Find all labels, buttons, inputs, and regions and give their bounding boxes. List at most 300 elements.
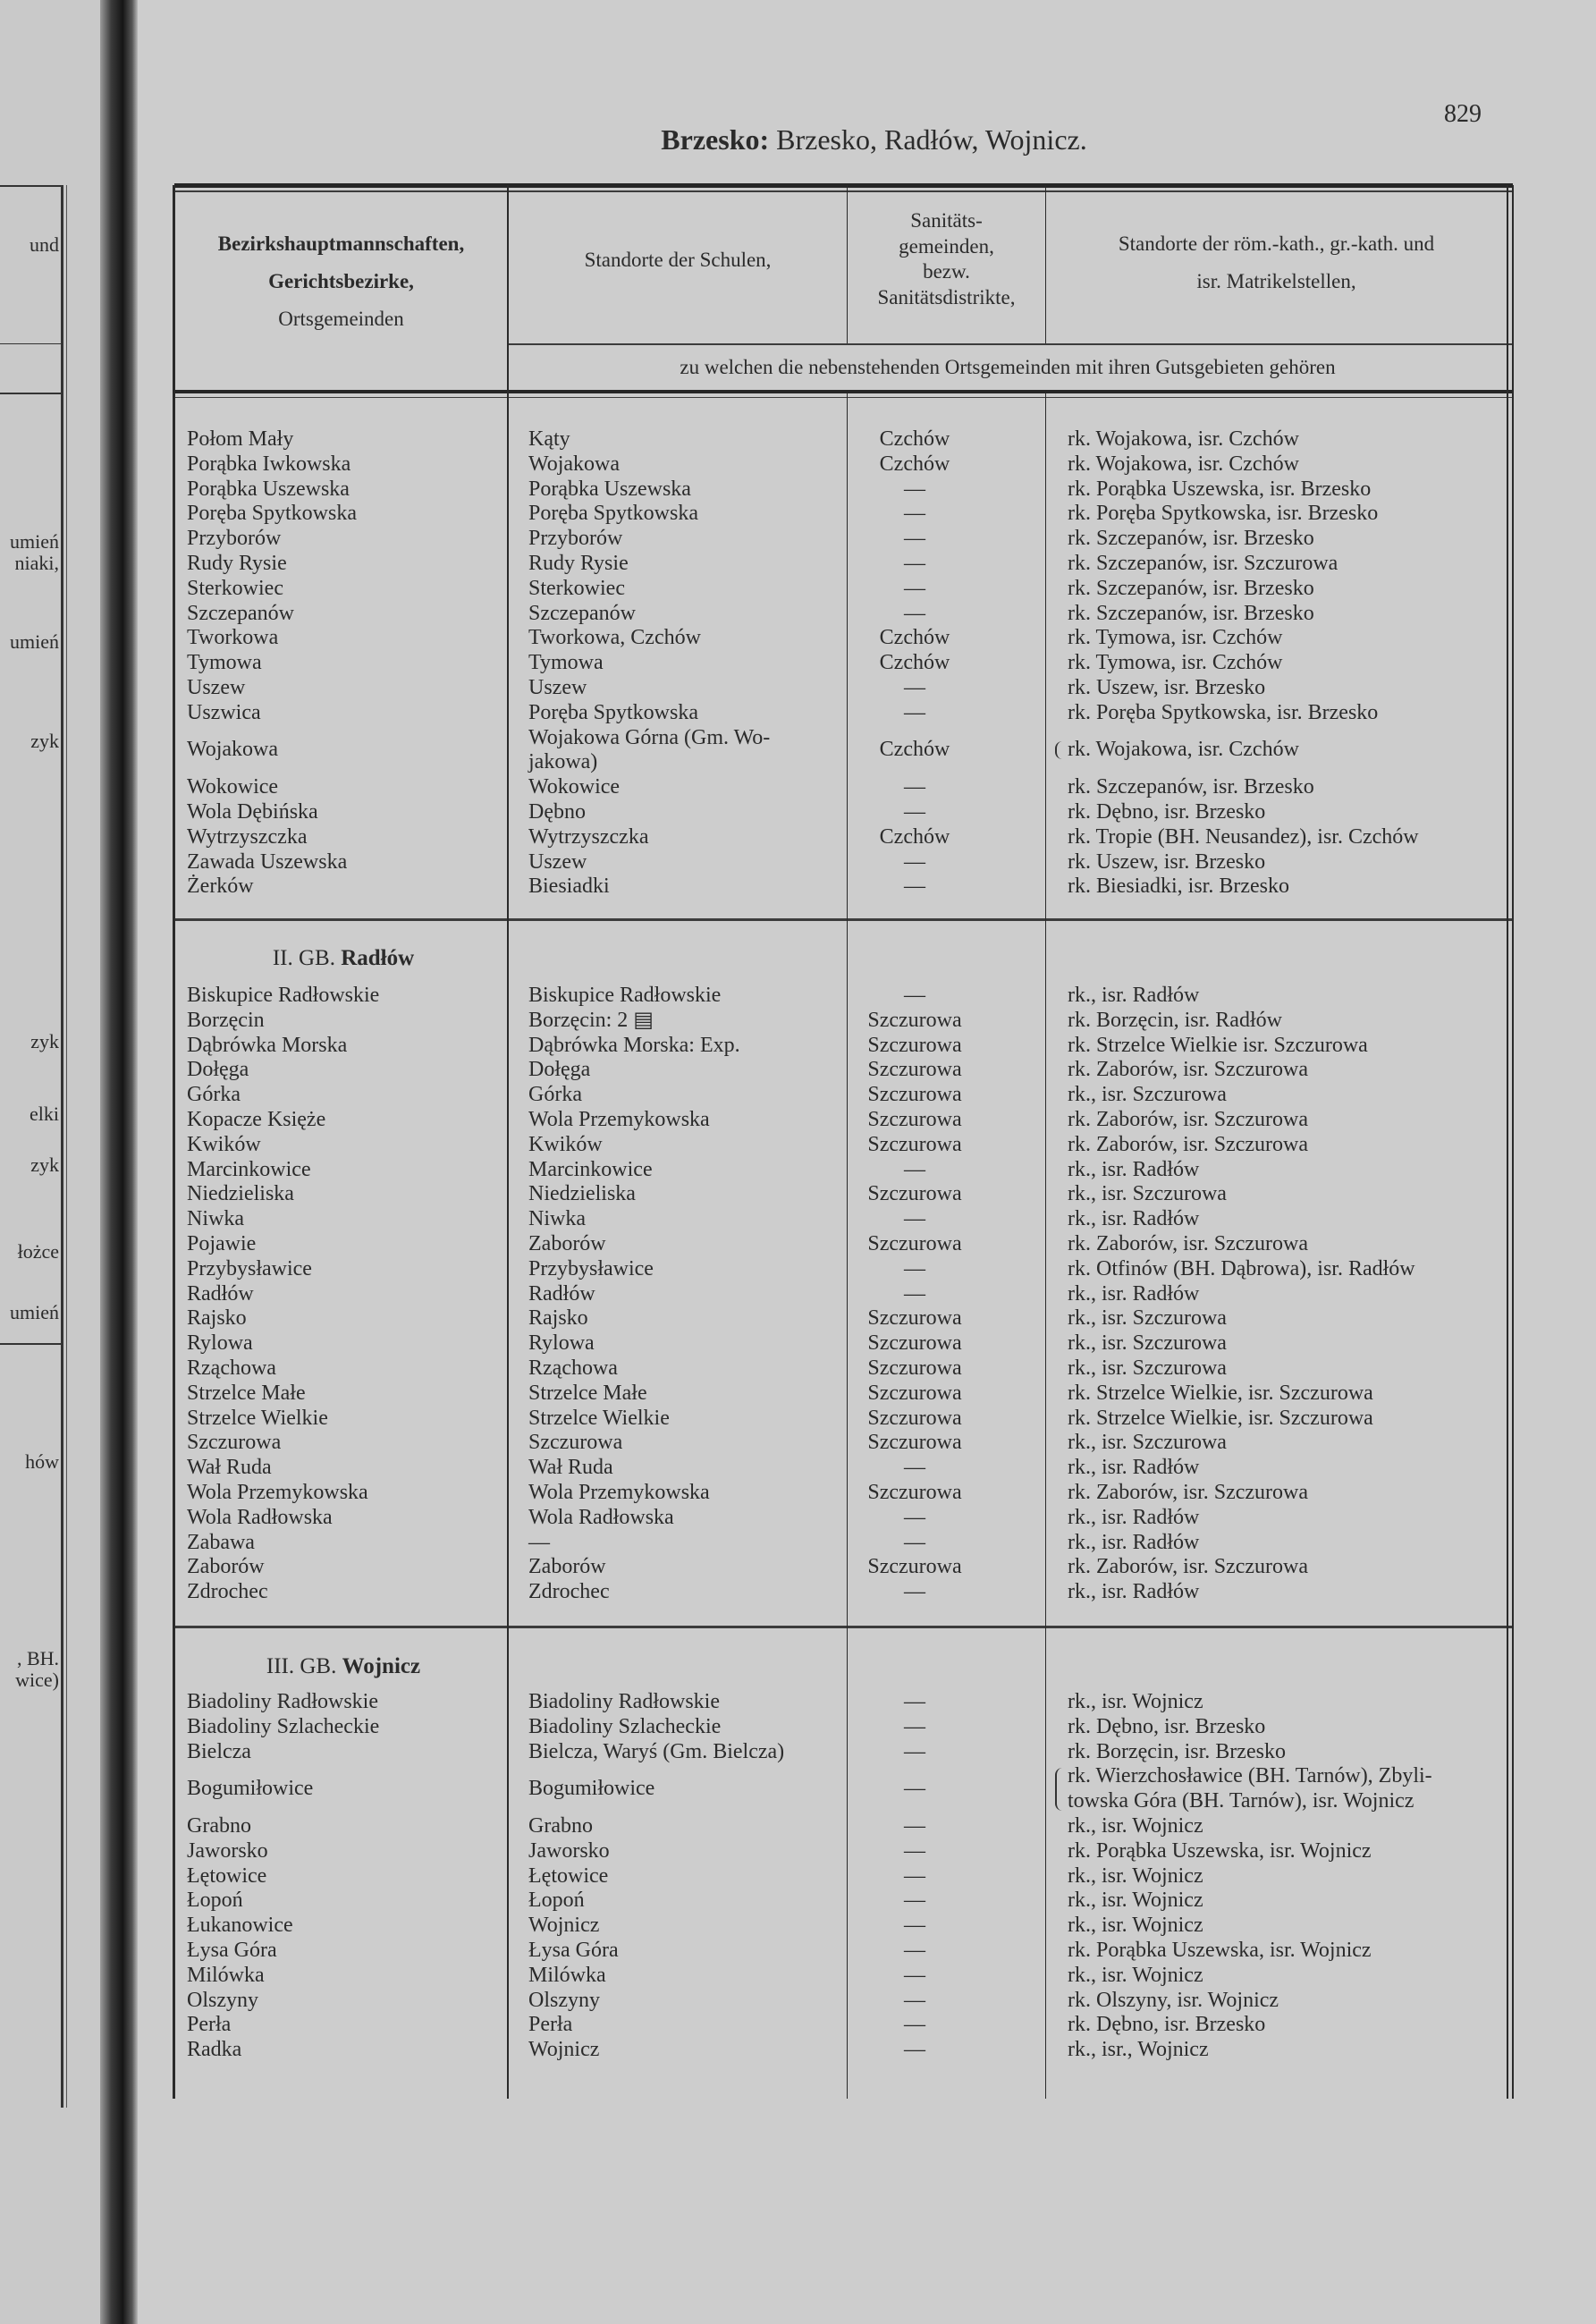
table-row <box>174 1889 1510 1914</box>
school-location-cell: Łopoń <box>528 1889 585 1913</box>
school-location-cell: Milówka <box>528 1963 606 1987</box>
municipality-cell: Wał Ruda <box>187 1456 272 1480</box>
table-row <box>174 651 1510 676</box>
section-separator <box>174 918 1513 921</box>
table-row <box>174 875 1510 900</box>
sanitary-district-cell: — <box>904 1938 925 1962</box>
table-row <box>174 775 1510 800</box>
school-location-cell: Strzelce Małe <box>528 1381 647 1405</box>
parish-registry-cell: rk., isr. Szczurowa <box>1068 1083 1227 1107</box>
table-row <box>174 1382 1510 1407</box>
table-row <box>174 552 1510 577</box>
parish-registry-cell: rk. Szczepanów, isr. Brzesko <box>1068 601 1314 625</box>
parish-registry-cell: rk. Wojakowa, isr. Czchów <box>1050 738 1510 763</box>
section-radlow <box>174 984 1510 1605</box>
school-location-cell: Wojnicz <box>528 1914 600 1938</box>
school-location-cell: Biskupice Radłowskie <box>528 984 722 1007</box>
header-band: zu welchen die nebenstehenden Ortsgemeinden mit ihren Gutsgebieten gehören <box>680 356 1336 378</box>
table-row <box>174 800 1510 825</box>
parish-registry-cell: rk., isr. Wojnicz <box>1068 1863 1203 1888</box>
municipality-cell: Uszwica <box>187 700 261 724</box>
school-location-cell: Biadoliny Szlacheckie <box>528 1714 722 1738</box>
sanitary-district-cell: Szczurowa <box>867 1231 962 1255</box>
school-location-cell: Niedzieliska <box>528 1182 636 1206</box>
book-binding-gutter <box>100 0 138 2324</box>
header-col1 <box>175 225 507 338</box>
municipality-cell: Łukanowice <box>187 1914 293 1938</box>
prev-page-fragment: zyk <box>30 1030 59 1052</box>
sanitary-district-cell: — <box>904 700 925 724</box>
table-row <box>174 626 1510 651</box>
parish-registry-cell: rk., isr. Szczurowa <box>1068 1182 1227 1206</box>
sanitary-district-cell: Szczurowa <box>867 1480 962 1504</box>
municipality-cell: Jaworsko <box>187 1838 268 1863</box>
parish-registry-cell: rk., isr. Radłów <box>1068 984 1200 1007</box>
sanitary-district-cell: — <box>904 1963 925 1987</box>
table-row <box>174 1456 1510 1481</box>
table-row <box>174 2013 1510 2038</box>
parish-registry-cell: rk., isr. Wojnicz <box>1068 1690 1203 1713</box>
sanitary-district-cell: Szczurowa <box>867 1033 962 1057</box>
table-row <box>174 701 1510 726</box>
sanitary-district-cell: Szczurowa <box>867 1107 962 1131</box>
prev-page-fragment: , BH. wice) <box>15 1647 59 1691</box>
sanitary-district-cell: — <box>904 1580 925 1604</box>
school-location-cell: Bielcza, Waryś (Gm. Bielcza) <box>528 1739 785 1763</box>
parish-registry-cell: rk. Zaborów, isr. Szczurowa <box>1068 1231 1309 1255</box>
municipality-cell: Wytrzyszczka <box>187 824 308 849</box>
municipality-cell: Szczurowa <box>187 1431 282 1455</box>
parish-registry-cell: rk. Poręba Spytkowska, isr. Brzesko <box>1068 502 1379 526</box>
school-location-cell: Sterkowiec <box>528 576 625 600</box>
municipality-cell: Borzęcin <box>187 1008 265 1032</box>
sanitary-district-cell: — <box>904 675 925 699</box>
sanitary-district-cell: Szczurowa <box>867 1132 962 1156</box>
header-col3 <box>848 208 1045 310</box>
municipality-cell: Przybysławice <box>187 1256 312 1280</box>
header-col1-line: Ortsgemeinden <box>278 308 404 330</box>
school-location-cell: Niwka <box>528 1207 586 1231</box>
sanitary-district-cell: — <box>904 799 925 824</box>
parish-registry-cell: rk., isr. Radłów <box>1068 1207 1200 1231</box>
municipality-cell: Biadoliny Radłowskie <box>187 1690 378 1713</box>
table-row <box>174 1034 1510 1059</box>
sanitary-district-cell: — <box>904 551 925 575</box>
previous-page-border <box>61 185 63 2108</box>
prev-page-fragment: umień <box>10 1301 59 1323</box>
header-col3-line: Sanitäts- <box>910 209 983 232</box>
school-location-cell: Wytrzyszczka <box>528 824 649 849</box>
table-row <box>174 984 1510 1009</box>
municipality-cell: Milówka <box>187 1963 265 1987</box>
municipality-cell: Kwików <box>187 1132 261 1156</box>
table-row <box>174 1158 1510 1183</box>
school-location-cell: Przybysławice <box>528 1256 654 1280</box>
school-location-cell: Wojakowa <box>528 452 621 476</box>
municipality-cell: Zawada Uszewska <box>187 849 348 874</box>
sanitary-district-cell: Szczurowa <box>867 1008 962 1032</box>
sanitary-district-cell: — <box>904 1777 925 1801</box>
previous-page-rule <box>0 185 63 187</box>
table-row <box>174 1207 1510 1232</box>
table-row <box>174 1407 1510 1432</box>
parish-registry-cell: rk., isr. Radłów <box>1068 1281 1200 1306</box>
parish-registry-cell: rk. Szczepanów, isr. Brzesko <box>1068 576 1314 600</box>
parish-registry-cell: rk. Zaborów, isr. Szczurowa <box>1068 1555 1309 1579</box>
table-row <box>174 1232 1510 1257</box>
parish-registry-cell: rk. Tropie (BH. Neusandez), isr. Czchów <box>1068 824 1419 849</box>
page-title <box>0 123 1596 156</box>
table-row <box>174 1814 1510 1839</box>
table-row <box>174 1740 1510 1765</box>
sanitary-district-cell: — <box>904 1813 925 1838</box>
sanitary-district-cell: Czchów <box>879 452 950 476</box>
section-wojnicz <box>174 1690 1510 2063</box>
sanitary-district-cell: Szczurowa <box>867 1431 962 1455</box>
municipality-cell: Tworkowa <box>187 626 279 650</box>
section-brzesko <box>174 427 1510 900</box>
parish-registry-cell: rk., isr. Radłów <box>1068 1456 1200 1480</box>
school-location-cell: Rylowa <box>528 1331 595 1356</box>
page-number: 829 <box>1444 100 1482 128</box>
table-row <box>174 1939 1510 1964</box>
header-col1-line: Gerichtsbezirke, <box>268 270 414 292</box>
parish-registry-cell: rk., isr. Wojnicz <box>1068 1813 1203 1838</box>
sanitary-district-cell: Czchów <box>879 626 950 650</box>
school-location-cell: Górka <box>528 1083 582 1107</box>
table-row <box>174 1009 1510 1034</box>
previous-page-rule <box>0 393 63 394</box>
table-row <box>174 1555 1510 1580</box>
parish-registry-cell: rk., isr. Szczurowa <box>1068 1331 1227 1356</box>
municipality-cell: Uszew <box>187 675 246 699</box>
table-row <box>174 850 1510 875</box>
municipality-cell: Dąbrówka Morska <box>187 1033 348 1057</box>
table-row <box>174 1108 1510 1133</box>
sanitary-district-cell: — <box>904 1914 925 1938</box>
prev-page-fragment: umień niaki, <box>10 530 59 574</box>
municipality-cell: Biadoliny Szlacheckie <box>187 1714 380 1738</box>
sanitary-district-cell: — <box>904 1456 925 1480</box>
table-row <box>174 477 1510 503</box>
table-row <box>174 1864 1510 1889</box>
parish-registry-cell: rk. Dębno, isr. Brzesko <box>1068 1714 1266 1738</box>
table-row <box>174 1282 1510 1307</box>
municipality-cell: Niwka <box>187 1207 244 1231</box>
table-row <box>174 1356 1510 1382</box>
municipality-cell: Zaborów <box>187 1555 265 1579</box>
school-location-cell: Wola Przemykowska <box>528 1480 710 1504</box>
sanitary-district-cell: Szczurowa <box>867 1555 962 1579</box>
municipality-cell: Kopacze Księże <box>187 1107 326 1131</box>
school-location-cell: Tymowa <box>528 651 604 675</box>
table-row <box>174 1133 1510 1158</box>
sanitary-district-cell: — <box>904 1863 925 1888</box>
school-location-cell: Grabno <box>528 1813 593 1838</box>
table-row <box>174 1331 1510 1356</box>
school-location-cell: Rudy Rysie <box>528 551 629 575</box>
previous-page-rule <box>0 343 63 344</box>
table-row <box>174 427 1510 452</box>
school-location-cell: Wokowice <box>528 775 621 799</box>
parish-registry-cell: rk. Olszyny, isr. Wojnicz <box>1068 1988 1279 2012</box>
table-row <box>174 2038 1510 2063</box>
previous-page-border-inner <box>66 185 67 2108</box>
parish-registry-cell: rk., isr. Szczurowa <box>1068 1431 1227 1455</box>
table-top-rule-thin <box>174 190 1513 192</box>
parish-registry-cell: rk. Tymowa, isr. Czchów <box>1068 626 1283 650</box>
municipality-cell: Łysa Góra <box>187 1938 277 1962</box>
table-row <box>174 1989 1510 2014</box>
table-row <box>174 577 1510 602</box>
municipality-cell: Rylowa <box>187 1331 253 1356</box>
municipality-cell: Wola Dębińska <box>187 799 318 824</box>
parish-registry-cell: rk., isr. Radłów <box>1068 1530 1200 1554</box>
school-location-cell: Łysa Góra <box>528 1938 619 1962</box>
sanitary-district-cell: — <box>904 576 925 600</box>
school-location-cell: Wola Radłowska <box>528 1505 674 1529</box>
table-row <box>174 1182 1510 1207</box>
header-band-rule <box>508 343 1513 345</box>
school-location-cell: Borzęcin: 2 ▤ <box>528 1008 654 1032</box>
section-heading-name: Radłów <box>341 946 415 970</box>
header-col4 <box>1046 225 1507 300</box>
parish-registry-cell: rk. Porąbka Uszewska, isr. Wojnicz <box>1068 1838 1372 1863</box>
municipality-cell: Zdrochec <box>187 1580 268 1604</box>
municipality-cell: Rudy Rysie <box>187 551 287 575</box>
sanitary-district-cell: — <box>904 477 925 501</box>
municipality-cell: Niedzieliska <box>187 1182 294 1206</box>
municipality-cell: Wokowice <box>187 775 279 799</box>
school-location-cell: Jaworsko <box>528 1838 610 1863</box>
table-row <box>174 726 1510 776</box>
table-row <box>174 1715 1510 1740</box>
parish-registry-cell: rk. Zaborów, isr. Szczurowa <box>1068 1107 1309 1131</box>
header-bottom-rule-thin <box>174 397 1513 398</box>
municipality-cell: Łopoń <box>187 1889 243 1913</box>
municipality-cell: Łętowice <box>187 1863 267 1888</box>
school-location-cell: Zdrochec <box>528 1580 610 1604</box>
sanitary-district-cell: Szczurowa <box>867 1083 962 1107</box>
parish-registry-cell: rk. Szczepanów, isr. Brzesko <box>1068 527 1314 551</box>
parish-registry-cell: rk. Poręba Spytkowska, isr. Brzesko <box>1068 700 1379 724</box>
school-location-cell: Radłów <box>528 1281 595 1306</box>
parish-registry-cell: rk. Wojakowa, isr. Czchów <box>1068 427 1299 451</box>
municipality-cell: Szczepanów <box>187 601 294 625</box>
parish-registry-cell: rk. Porąbka Uszewska, isr. Wojnicz <box>1068 1938 1372 1962</box>
school-location-cell: Zaborów <box>528 1555 606 1579</box>
sanitary-district-cell: Czchów <box>879 824 950 849</box>
municipality-cell: Bielcza <box>187 1739 251 1763</box>
sanitary-district-cell: — <box>904 1739 925 1763</box>
prev-page-fragment: und <box>30 233 59 256</box>
parish-registry-cell: rk. Zaborów, isr. Szczurowa <box>1068 1132 1309 1156</box>
sanitary-district-cell: — <box>904 502 925 526</box>
sanitary-district-cell: — <box>904 1505 925 1529</box>
municipality-cell: Bogumiłowice <box>187 1777 314 1801</box>
sanitary-district-cell: — <box>904 1157 925 1181</box>
sanitary-district-cell: Szczurowa <box>867 1331 962 1356</box>
title-courts: Brzesko, Radłów, Wojnicz. <box>776 123 1087 156</box>
parish-registry-cell: rk. Dębno, isr. Brzesko <box>1068 799 1266 824</box>
school-location-cell: Łętowice <box>528 1863 609 1888</box>
school-location-cell: Poręba Spytkowska <box>528 502 698 526</box>
section-heading-wojnicz <box>174 1654 512 1679</box>
school-location-cell: Przyborów <box>528 527 623 551</box>
school-location-cell: Wola Przemykowska <box>528 1107 710 1131</box>
sanitary-district-cell: Szczurowa <box>867 1306 962 1331</box>
municipality-cell: Strzelce Wielkie <box>187 1406 328 1430</box>
municipality-cell: Poręba Spytkowska <box>187 502 357 526</box>
municipality-cell: Dołęga <box>187 1058 249 1082</box>
table-row <box>174 1058 1510 1083</box>
table-row <box>174 602 1510 627</box>
sanitary-district-cell: — <box>904 1281 925 1306</box>
parish-registry-cell: rk. Szczepanów, isr. Brzesko <box>1068 775 1314 799</box>
sanitary-district-cell: — <box>904 1530 925 1554</box>
sanitary-district-cell: — <box>904 1988 925 2012</box>
school-location-cell: Szczepanów <box>528 601 636 625</box>
table-row <box>174 1257 1510 1282</box>
table-row <box>174 1083 1510 1108</box>
municipality-cell: Rajsko <box>187 1306 247 1331</box>
municipality-cell: Wola Radłowska <box>187 1505 333 1529</box>
school-location-cell: Wał Ruda <box>528 1456 613 1480</box>
table-row <box>174 502 1510 527</box>
parish-registry-cell: rk. Uszew, isr. Brzesko <box>1068 849 1266 874</box>
municipality-cell: Połom Mały <box>187 427 294 451</box>
parish-registry-cell: rk. Porąbka Uszewska, isr. Brzesko <box>1068 477 1372 501</box>
school-location-cell: Marcinkowice <box>528 1157 653 1181</box>
table-row <box>174 1580 1510 1605</box>
sanitary-district-cell: — <box>904 775 925 799</box>
sanitary-district-cell: — <box>904 2038 925 2062</box>
sanitary-district-cell: Szczurowa <box>867 1406 962 1430</box>
table-row <box>174 527 1510 552</box>
school-location-cell: Poręba Spytkowska <box>528 700 698 724</box>
prev-page-fragment: umień <box>10 630 59 653</box>
prev-page-fragment: elki <box>30 1103 59 1125</box>
table-row <box>174 452 1510 477</box>
sanitary-district-cell: Szczurowa <box>867 1381 962 1405</box>
parish-registry-cell: rk., isr. Radłów <box>1068 1157 1200 1181</box>
section-heading-radlow <box>174 946 512 971</box>
municipality-cell: Porąbka Uszewska <box>187 477 350 501</box>
prev-page-fragment: łożce <box>17 1240 59 1263</box>
sanitary-district-cell: — <box>904 1714 925 1738</box>
municipality-cell: Przyborów <box>187 527 282 551</box>
sanitary-district-cell: — <box>904 1889 925 1913</box>
sanitary-district-cell: Czchów <box>879 427 950 451</box>
parish-registry-cell: rk. Dębno, isr. Brzesko <box>1068 2013 1266 2037</box>
parish-registry-cell: rk., isr. Wojnicz <box>1068 1914 1203 1938</box>
table-row <box>174 1914 1510 1939</box>
school-location-cell: Dąbrówka Morska: Exp. <box>528 1033 740 1057</box>
table-row <box>174 1964 1510 1989</box>
header-bottom-rule <box>174 390 1513 393</box>
header-col3-line: Sanitätsdistrikte, <box>877 285 1016 308</box>
sanitary-district-cell: — <box>904 1207 925 1231</box>
municipality-cell: Sterkowiec <box>187 576 283 600</box>
school-location-cell: Wojakowa Górna (Gm. Wo- jakowa) <box>528 725 771 774</box>
prev-page-fragment: zyk <box>30 730 59 752</box>
sanitary-district-cell: — <box>904 1256 925 1280</box>
sanitary-district-cell: — <box>904 875 925 899</box>
school-location-cell: Zaborów <box>528 1231 606 1255</box>
sanitary-district-cell: Czchów <box>879 738 950 762</box>
header-col4-line: Standorte der röm.-kath., gr.-kath. und <box>1118 232 1435 255</box>
table-row <box>174 1481 1510 1506</box>
parish-registry-cell: rk. Borzęcin, isr. Brzesko <box>1068 1739 1286 1763</box>
parish-registry-cell: rk. Zaborów, isr. Szczurowa <box>1068 1480 1309 1504</box>
sanitary-district-cell: Szczurowa <box>867 1058 962 1082</box>
sanitary-district-cell: — <box>904 849 925 874</box>
school-location-cell: — <box>528 1530 550 1554</box>
table-row <box>174 825 1510 850</box>
school-location-cell: Olszyny <box>528 1988 600 2012</box>
school-location-cell: Dołęga <box>528 1058 591 1082</box>
parish-registry-cell: rk. Strzelce Wielkie, isr. Szczurowa <box>1068 1406 1373 1430</box>
sanitary-district-cell: Czchów <box>879 651 950 675</box>
school-location-cell: Perła <box>528 2013 573 2037</box>
sanitary-district-cell: Szczurowa <box>867 1356 962 1380</box>
school-location-cell: Uszew <box>528 849 587 874</box>
school-location-cell: Strzelce Wielkie <box>528 1406 670 1430</box>
sanitary-district-cell: — <box>904 1690 925 1713</box>
parish-registry-cell: rk., isr. Szczurowa <box>1068 1356 1227 1380</box>
parish-registry-cell: rk. Wierzchosławice (BH. Tarnów), Zbyli- towska Góra (BH. Tarnów), isr. Wojnicz <box>1050 1764 1510 1814</box>
municipality-cell: Marcinkowice <box>187 1157 311 1181</box>
parish-registry-cell: rk., isr. Wojnicz <box>1068 1963 1203 1987</box>
municipality-cell: Radka <box>187 2038 242 2062</box>
table-right-border-outer <box>1512 185 1514 2099</box>
prev-page-fragment: hów <box>25 1450 59 1473</box>
prev-page-fragment: zyk <box>30 1154 59 1176</box>
table-row <box>174 1531 1510 1556</box>
parish-registry-cell: rk., isr. Radłów <box>1068 1505 1200 1529</box>
municipality-cell: Żerków <box>187 875 254 899</box>
school-location-cell: Dębno <box>528 799 586 824</box>
sanitary-district-cell: — <box>904 2013 925 2037</box>
municipality-cell: Górka <box>187 1083 241 1107</box>
school-location-cell: Porąbka Uszewska <box>528 477 691 501</box>
parish-registry-cell: rk. Strzelce Wielkie, isr. Szczurowa <box>1068 1381 1373 1405</box>
school-location-cell: Bogumiłowice <box>528 1777 655 1801</box>
table-row <box>174 1764 1510 1814</box>
municipality-cell: Porąbka Iwkowska <box>187 452 351 476</box>
parish-registry-cell: rk., isr., Wojnicz <box>1068 2038 1209 2062</box>
section-separator <box>174 1626 1513 1628</box>
table-row <box>174 1306 1510 1331</box>
municipality-cell: Biskupice Radłowskie <box>187 984 380 1007</box>
section-heading-prefix: III. GB. <box>266 1654 337 1678</box>
parish-registry-cell: rk. Otfinów (BH. Dąbrowa), isr. Radłów <box>1068 1256 1415 1280</box>
municipality-cell: Rząchowa <box>187 1356 276 1380</box>
table-top-rule <box>174 183 1513 188</box>
parish-registry-cell: rk. Borzęcin, isr. Radłów <box>1068 1008 1282 1032</box>
school-location-cell: Tworkowa, Czchów <box>528 626 701 650</box>
header-col4-line: isr. Matrikelstellen, <box>1196 270 1356 292</box>
parish-registry-cell: rk. Strzelce Wielkie isr. Szczurowa <box>1068 1033 1368 1057</box>
municipality-cell: Perła <box>187 2013 232 2037</box>
school-location-cell: Wojnicz <box>528 2038 600 2062</box>
parish-registry-cell: rk. Szczepanów, isr. Szczurowa <box>1068 551 1338 575</box>
sanitary-district-cell: — <box>904 527 925 551</box>
parish-registry-cell: rk., isr. Szczurowa <box>1068 1306 1227 1331</box>
school-location-cell: Rząchowa <box>528 1356 618 1380</box>
header-col1-line: Bezirkshauptmannschaften, <box>217 232 465 255</box>
parish-registry-cell: rk., isr. Wojnicz <box>1068 1889 1203 1913</box>
